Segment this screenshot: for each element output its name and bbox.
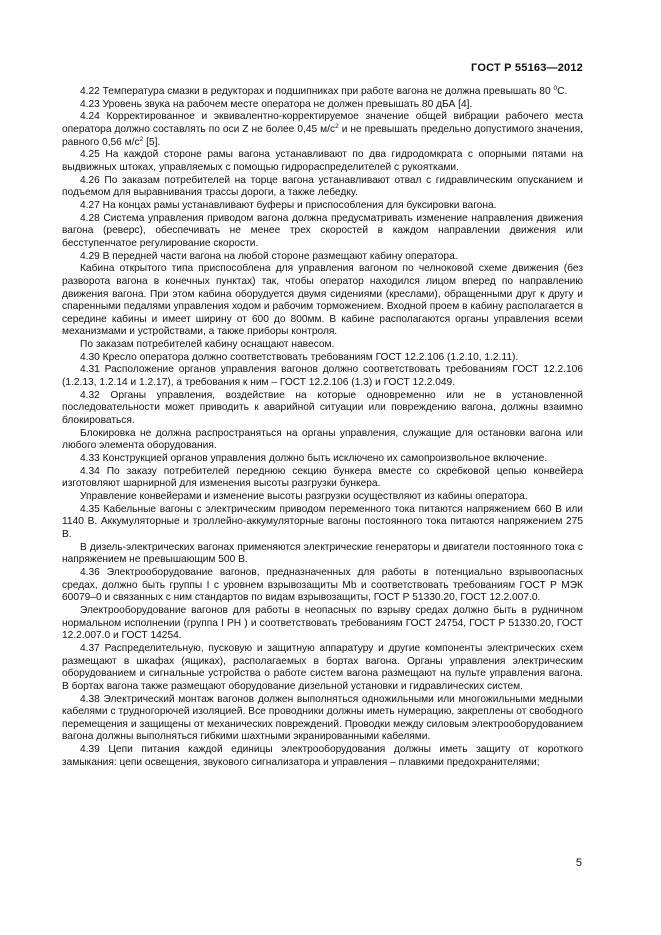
document-body <box>62 86 583 769</box>
paragraph-conveyor-control: Управление конвейерами и изменение высоты разгрузки осуществляют из кабины оператора. <box>80 491 528 502</box>
paragraph-canopy: По заказам потребителей кабину оснащают навесом. <box>80 339 335 351</box>
paragraph-4-32: 4.32 Органы управления, воздействие на которые одновременно или не в установленной последовательности может приводить к аварийной ситуации или повреждению вагона, должны взаимно блокироваться. <box>62 389 583 427</box>
paragraph-blocking: Блокировка не должна распространяться на органы управления, служащие для остановки вагона или любого элемента оборудования. <box>62 427 583 452</box>
paragraph-diesel: В дизель-электрических вагонах применяются электрические генераторы и двигатели постоянного тока с напряжением не превышающим 500 В. <box>62 541 583 566</box>
paragraph-4-36: 4.36 Электрооборудование вагонов, предназначенных для работы в потенциально взрывоопасных средах, должно быть группы I с уровнем взрывозащиты Mb и соответствовать требованиям ГОСТ Р МЭК 60079–0 и связанных с ним стандартов по видам взрывозащиты, ГОСТ Р 51330.20, ГОСТ 12.2.007.0. <box>62 566 583 604</box>
paragraph-4-38: 4.38 Электрический монтаж вагонов должен выполняться одножильными или многожильными медными кабелями с трудногорючей изоляцией. Все проводники должны иметь нумерацию, закреплены от свободного перемещения и защищены от механических повреждений. Проводки между силовым электрооборудованием вагона должны выполняться гибкими шахтными экранированными кабелями. <box>62 693 583 743</box>
paragraph-4-22: 4.22 Температура смазки в редукторах и подшипниках при работе вагона не должна превышать 80 $^0$С. <box>80 85 568 97</box>
paragraph-4-23: 4.23 Уровень звука на рабочем месте оператора не должен превышать 80 дБА [4]. <box>80 98 473 110</box>
paragraph-4-33: 4.33 Конструкцией органов управления должно быть исключено их самопроизвольное включение. <box>80 453 548 465</box>
paragraph-4-27: 4.27 На концах рамы устанавливают буферы и приспособления для буксировки вагона. <box>80 199 497 211</box>
paragraph-non-explosive: Электрооборудование вагонов для работы в неопасных по взрыву средах должно быть в рудничном нормальном исполнении (группа I РН ) и соответствовать требованиям ГОСТ 24754, ГОСТ Р 51330.20, ГОСТ 12.2.007.0 и ГОСТ 14254. <box>62 604 583 642</box>
paragraph-4-25: 4.25 На каждой стороне рамы вагона устанавливают по два гидродомкрата с опорными пятами на выдвижных штоках, управляемых с помощью гидрораспределителей с рукоятками. <box>62 149 583 173</box>
paragraph-4-30: 4.30 Кресло оператора должно соответствовать требованиям ГОСТ 12.2.106 (1.2.10, 1.2.11). <box>80 351 519 363</box>
paragraph-4-39: 4.39 Цепи питания каждой единицы электрооборудования должны иметь защиту от короткого замыкания: цепи освещения, звукового сигнализатора и управления – плавкими предохранителями; <box>62 744 583 768</box>
paragraph-4-28: 4.28 Система управления приводом вагона должна предусматривать изменение направления движения вагона (реверс), обеспечивать не менее трех скоростей в каждом направлении движения или бесступенчатое регулирование скорости. <box>62 212 583 249</box>
document-header: ГОСТ Р 55163—2012 <box>471 62 583 74</box>
paragraph-4-37: 4.37 Распределительную, пусковую и защитную аппаратуру и другие компоненты электрических схем размещают в шкафах (ящиках), располагаемых в бортах вагона. Органы управления электрическим оборудованием и сигнальные устройства о работе систем вагона размещают на пульте управления вагона. В бортах вагона также размещают оборудование дизельной установки и гидравлических систем. <box>62 642 583 692</box>
paragraph-4-34: 4.34 По заказу потребителей переднюю секцию бункера вместе со скребковой цепью конвейера изготовляют шарнирной для изменения высоты разгрузки бункера. <box>62 465 583 490</box>
paragraph-4-24: 4.24 Корректированное и эквивалентно-корректируемое значение общей вибрации рабочего места оператора должно составлять по оси Z не более 0,45 $м/с^2$ и не превышать предельно допустимого значения, равного 0,56 $м/с^2$ [5]. <box>62 111 583 148</box>
page-number: 5 <box>575 857 582 869</box>
paragraph-4-35: 4.35 Кабельные вагоны с электрическим приводом переменного тока питаются напряжением 660 В или 1140 В. Аккумуляторные и троллейно-аккумуляторные вагоны постоянного тока питаются напряжением 275 В. <box>62 503 583 540</box>
paragraph-cabin: Кабина открытого типа приспособлена для управления вагоном по челноковой схеме движения (без разворота вагона в конечных пунктах) так, чтобы оператор находился лицом вперед по направлению движения вагона. При этом кабина оборудуется двумя сидениями (креслами), обращенными друг к другу и спаренными педалями управления ходом и рабочим торможением. Входной проем в кабину располагается в середине кабины и имеет ширину от 600 до 800мм. В кабине располагаются органы управления всеми механизмами и устройствами, а также приборы контроля. <box>62 263 583 338</box>
paragraph-4-29: 4.29 В передней части вагона на любой стороне размещают кабину оператора. <box>80 250 458 262</box>
paragraph-4-31: 4.31 Расположение органов управления вагонов должно соответствовать требованиям ГОСТ 12.2.106 (1.2.13, 1.2.14 и 1.2.17), а требования к ним – ГОСТ 12.2.106 (1.3) и ГОСТ 12.2.049. <box>62 364 583 389</box>
paragraph-4-26: 4.26 По заказам потребителей на торце вагона устанавливают отвал с гидравлическим опусканием и подъемом для выравнивания трассы дороги, а также лебедку. <box>62 174 583 199</box>
